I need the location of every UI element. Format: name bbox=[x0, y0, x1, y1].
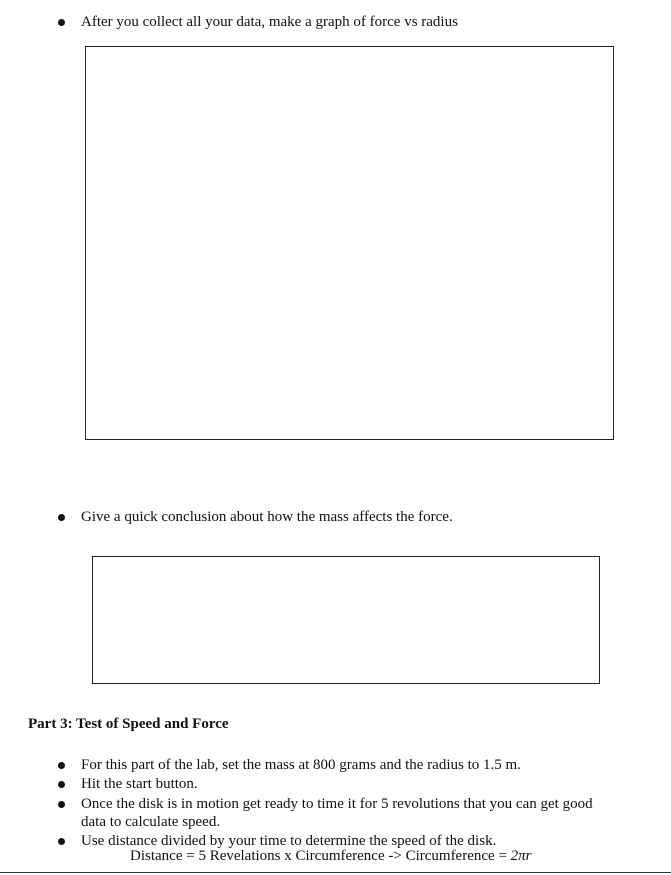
part3-item-text: data to calculate speed. bbox=[81, 814, 221, 830]
bullet-icon bbox=[58, 762, 65, 769]
bullet-icon bbox=[58, 514, 65, 521]
part3-item-text: For this part of the lab, set the mass at 800 grams and the radius to 1.5 m. bbox=[81, 757, 521, 773]
part3-item-text: Use distance divided by your time to determine the speed of the disk. bbox=[81, 833, 497, 849]
part3-item-text: Hit the start button. bbox=[81, 776, 198, 792]
bullet-icon bbox=[58, 19, 65, 26]
bullet-icon bbox=[58, 781, 65, 788]
bullet-icon bbox=[58, 801, 65, 808]
conclusion-instruction-text: Give a quick conclusion about how the mass affects the force. bbox=[81, 509, 453, 525]
graph-answer-box[interactable] bbox=[85, 46, 614, 440]
formula-text: Distance = 5 Revelations x Circumference -> Circumference = bbox=[130, 848, 511, 864]
graph-instruction-text: After you collect all your data, make a graph of force vs radius bbox=[81, 14, 458, 30]
formula-math: 2πr bbox=[510, 848, 532, 864]
conclusion-answer-box[interactable] bbox=[92, 556, 600, 684]
part3-heading: Part 3: Test of Speed and Force bbox=[28, 716, 229, 732]
bullet-icon bbox=[58, 838, 65, 845]
part3-item-text: Once the disk is in motion get ready to time it for 5 revolutions that you can get good bbox=[81, 796, 593, 812]
page-bottom-rule bbox=[0, 872, 671, 873]
distance-formula bbox=[130, 848, 532, 865]
